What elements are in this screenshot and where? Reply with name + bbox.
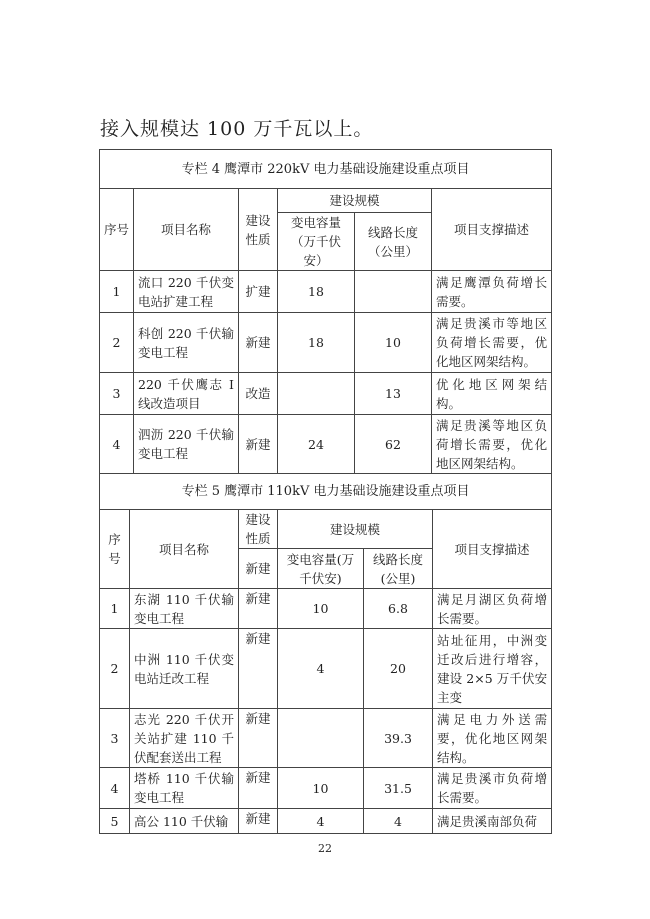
cell-capacity: 10: [278, 768, 364, 809]
cell-desc: 满足鹰潭负荷增长需要。: [432, 271, 552, 313]
cell-type: 扩建: [239, 271, 278, 313]
table-110kv-projects: [99, 473, 552, 834]
lead-text: 接入规模达 100 万千瓦以上。: [100, 118, 374, 140]
cell-name: 中洲 110 千伏变电站迁改工程: [130, 629, 239, 709]
cell-name: 志光 220 千伏开关站扩建 110 千伏配套送出工程: [130, 709, 239, 768]
table-title: 专栏 5 鹰潭市 110kV 电力基础设施建设重点项目: [100, 474, 552, 510]
cell-length: 4: [364, 809, 433, 834]
cell-desc: 满足贵溪南部负荷: [433, 809, 552, 834]
cell-name: 塔桥 110 千伏输变电工程: [130, 768, 239, 809]
cell-no: 2: [100, 629, 130, 709]
table-row: [100, 271, 552, 313]
table-row: [100, 709, 552, 768]
table-row: [100, 589, 552, 629]
cell-length: 39.3: [364, 709, 433, 768]
cell-no: 1: [100, 271, 134, 313]
cell-length: 13: [355, 373, 432, 415]
cell-no: 1: [100, 589, 130, 629]
cell-desc: 优化地区网架结构。: [432, 373, 552, 415]
table-row: [100, 373, 552, 415]
cell-desc: 满足电力外送需要，优化地区网架结构。: [433, 709, 552, 768]
header-type-new: 新建: [239, 549, 278, 589]
page-number: 22: [318, 842, 332, 855]
header-scale: 建设规模: [278, 189, 432, 213]
header-desc: 项目支撑描述: [433, 510, 552, 589]
table-row: [100, 629, 552, 709]
cell-capacity: 18: [278, 313, 355, 373]
cell-no: 5: [100, 809, 130, 834]
table-row: [100, 809, 552, 834]
cell-type: 新建: [239, 809, 278, 834]
cell-name: 东湖 110 千伏输变电工程: [130, 589, 239, 629]
header-desc: 项目支撑描述: [432, 189, 552, 271]
cell-no: 4: [100, 415, 134, 474]
cell-capacity: 18: [278, 271, 355, 313]
cell-length: 20: [364, 629, 433, 709]
cell-capacity: 24: [278, 415, 355, 474]
cell-capacity: [278, 709, 364, 768]
header-capacity: 变电容量(万千伏安): [278, 549, 364, 589]
cell-type: 新建: [239, 768, 278, 809]
header-name: 项目名称: [134, 189, 239, 271]
table-row: [100, 768, 552, 809]
cell-no: 3: [100, 709, 130, 768]
cell-capacity: 4: [278, 629, 364, 709]
table-row: [100, 415, 552, 474]
cell-capacity: 10: [278, 589, 364, 629]
cell-name: 高公 110 千伏输: [130, 809, 239, 834]
cell-length: [355, 271, 432, 313]
cell-length: 10: [355, 313, 432, 373]
header-scale: 建设规模: [278, 510, 433, 549]
cell-name: 泗沥 220 千伏输变电工程: [134, 415, 239, 474]
cell-desc: 满足贵溪市等地区负荷增长需要，优化地区网架结构。: [432, 313, 552, 373]
header-type: 建设性质: [239, 510, 278, 549]
cell-type: 新建: [239, 709, 278, 768]
table-title: 专栏 4 鹰潭市 220kV 电力基础设施建设重点项目: [100, 150, 552, 189]
cell-name: 流口 220 千伏变电站扩建工程: [134, 271, 239, 313]
cell-type: 新建: [239, 589, 278, 629]
cell-desc: 满足贵溪市负荷增长需要。: [433, 768, 552, 809]
cell-no: 3: [100, 373, 134, 415]
header-name: 项目名称: [130, 510, 239, 589]
cell-desc: 满足月湖区负荷增长需要。: [433, 589, 552, 629]
cell-desc: 站址征用，中洲变迁改后进行增容，建设 2×5 万千伏安主变: [433, 629, 552, 709]
cell-type: 改造: [239, 373, 278, 415]
cell-capacity: 4: [278, 809, 364, 834]
cell-length: 62: [355, 415, 432, 474]
cell-length: 31.5: [364, 768, 433, 809]
cell-name: 220 千伏鹰志 I 线改造项目: [134, 373, 239, 415]
cell-no: 2: [100, 313, 134, 373]
cell-type: 新建: [239, 415, 278, 474]
table-row: [100, 313, 552, 373]
header-capacity: 变电容量（万千伏安）: [278, 213, 355, 271]
header-type: 建设性质: [239, 189, 278, 271]
cell-capacity: [278, 373, 355, 415]
cell-no: 4: [100, 768, 130, 809]
header-no: 序号: [100, 510, 130, 589]
cell-type: 新建: [239, 629, 278, 709]
cell-desc: 满足贵溪等地区负荷增长需要，优化地区网架结构。: [432, 415, 552, 474]
header-no: 序号: [100, 189, 134, 271]
cell-type: 新建: [239, 313, 278, 373]
header-length: 线路长度(公里): [364, 549, 433, 589]
cell-name: 科创 220 千伏输变电工程: [134, 313, 239, 373]
cell-length: 6.8: [364, 589, 433, 629]
table-220kv-projects: [99, 149, 552, 474]
header-length: 线路长度（公里）: [355, 213, 432, 271]
